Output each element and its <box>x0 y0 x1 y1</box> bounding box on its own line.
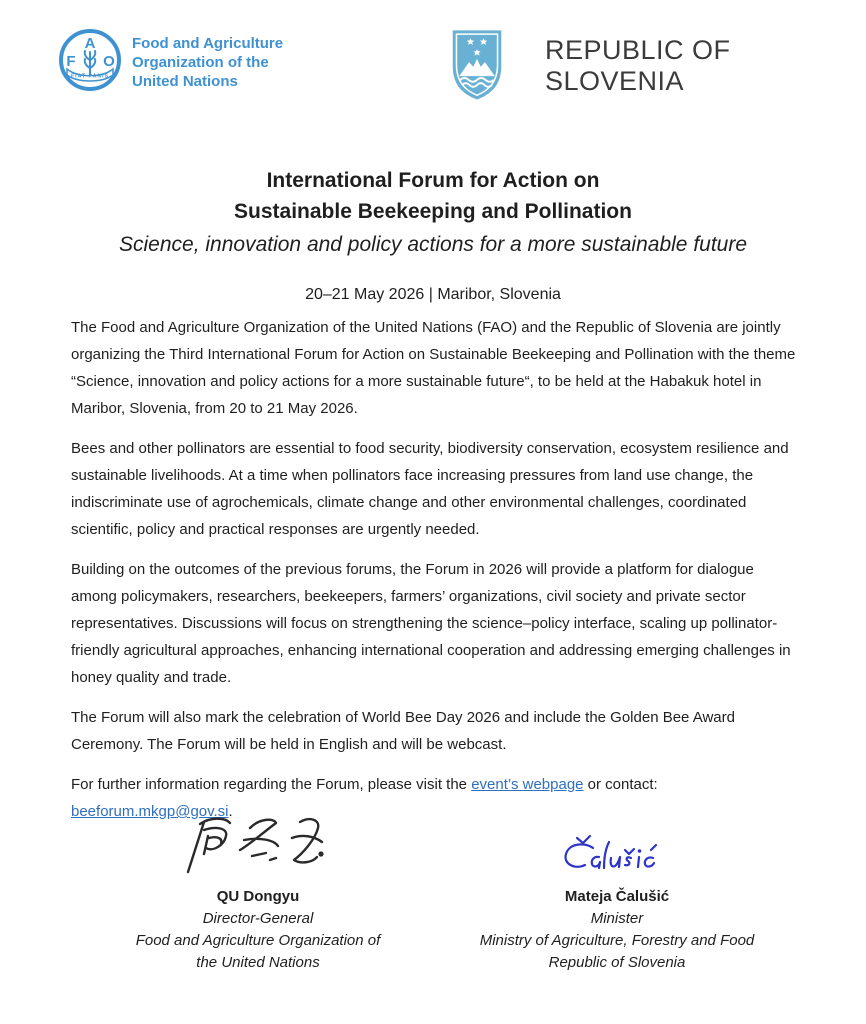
body-text <box>71 314 797 838</box>
mateja-calusic-signature-icon <box>547 830 687 882</box>
fao-org-line-1: Food and Agriculture <box>132 35 284 52</box>
forum-title-line-2: Sustainable Beekeeping and Pollination <box>234 200 632 223</box>
forum-title-line-1: International Forum for Action on <box>266 169 600 192</box>
signature-block-fao <box>108 806 408 974</box>
slovenia-header-block <box>449 25 866 103</box>
fao-org-name <box>132 28 283 91</box>
slovenia-coat-of-arms-icon <box>449 25 505 103</box>
signatory-title-right: Minister <box>590 910 644 927</box>
further-info-suffix: . <box>228 803 233 820</box>
fao-org-line-3: United Nations <box>132 73 238 90</box>
signatory-name-left: QU Dongyu <box>216 888 300 905</box>
contact-email-link[interactable]: beeforum.mkgp@gov.si <box>71 803 229 820</box>
signatory-name-right: Mateja Čalušić <box>564 888 670 905</box>
title-block <box>0 165 866 304</box>
svg-text:F: F <box>66 53 76 70</box>
paragraph-pollinators: Bees and other pollinators are essential to food security, biodiversity conservation, ecosystem resilience and sustainable livelihoods. At a time when pollinators face increasing pressures from land use change, the indiscriminate use of agrochemicals, climate change and other environmental challenges, coordinated scientific, policy and practical responses are urgently needed. <box>71 440 789 538</box>
svg-text:O: O <box>103 53 115 70</box>
svg-text:FIAT PANIS: FIAT PANIS <box>70 73 110 80</box>
signatory-org-left-2: the United Nations <box>196 954 320 971</box>
paragraph-platform: Building on the outcomes of the previous forums, the Forum in 2026 will provide a platform for dialogue among policymakers, researchers, beekeepers, farmers’ organizations, civil society and private sector representatives. Discussions will focus on strengthening the science–policy interface, scaling up pollinator-friendly agricultural approaches, enhancing international cooperation and addressing emerging challenges in honey quality and trade. <box>71 561 791 686</box>
republic-of-slovenia-label: REPUBLIC OF SLOVENIA <box>545 35 731 96</box>
forum-subtitle: Science, innovation and policy actions for a more sustainable future <box>118 233 748 256</box>
further-info-mid: or contact: <box>583 776 658 793</box>
svg-text:A: A <box>84 35 96 52</box>
further-info-prefix: For further information regarding the Forum, please visit the <box>71 776 472 793</box>
signatory-title-left: Director-General <box>202 910 314 927</box>
fao-logo-icon <box>58 28 122 92</box>
fao-org-line-2: Organization of the <box>132 54 269 71</box>
paragraph-world-bee-day: The Forum will also mark the celebration of World Bee Day 2026 and include the Golden Bee Award Ceremony. The Forum will be held in English and will be webcast. <box>71 709 735 753</box>
fao-header-block <box>58 28 283 92</box>
qu-dongyu-signature-icon <box>178 810 338 882</box>
paragraph-organizers: The Food and Agriculture Organization of the United Nations (FAO) and the Republic of Slovenia are jointly organizing the Third International Forum for Action on Sustainable Beekeeping and Pollination with the theme “Science, innovation and policy actions for a more sustainable future“, to be held at the Habakuk hotel in Maribor, Slovenia, from 20 to 21 May 2026. <box>71 319 796 417</box>
signatory-org-right-2: Republic of Slovenia <box>548 954 686 971</box>
signatory-org-right-1: Ministry of Agriculture, Forestry and Food <box>479 932 755 949</box>
event-webpage-link[interactable]: event’s webpage <box>471 776 584 793</box>
signatory-org-left-1: Food and Agriculture Organization of <box>135 932 381 949</box>
event-dateline: 20–21 May 2026 | Maribor, Slovenia <box>305 286 561 303</box>
signature-block-slovenia <box>467 806 767 974</box>
